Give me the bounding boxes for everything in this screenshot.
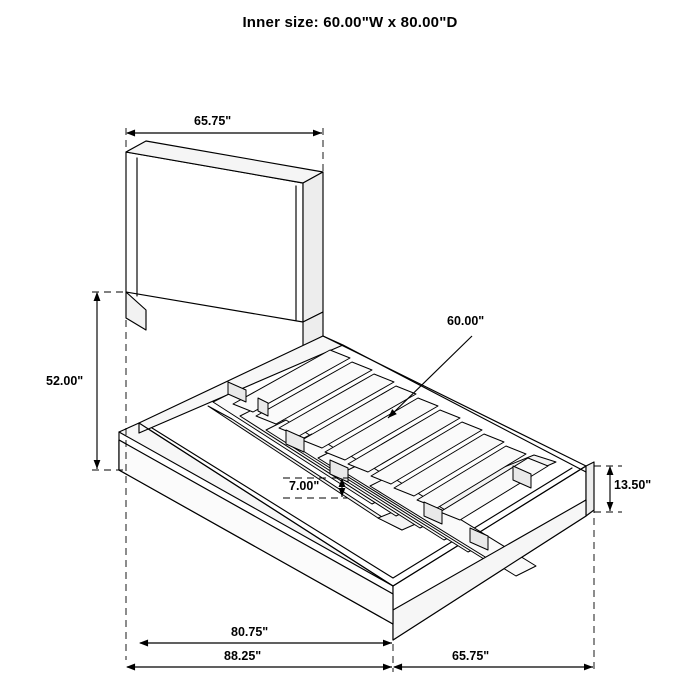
page-title: Inner size: 60.00"W x 80.00"D [242, 14, 458, 31]
headboard [126, 141, 323, 346]
label-bottom-overall-depth: 88.25" [224, 649, 262, 663]
label-slat-gap: 7.00" [289, 479, 320, 493]
label-bottom-inner-depth: 80.75" [231, 625, 269, 639]
label-slat-length: 60.00" [447, 314, 485, 328]
label-bottom-right-width: 65.75" [452, 649, 490, 663]
label-top-width: 65.75" [194, 114, 232, 128]
bed-outline [119, 141, 594, 640]
label-right-height: 13.50" [614, 478, 652, 492]
label-left-height: 52.00" [46, 374, 84, 388]
